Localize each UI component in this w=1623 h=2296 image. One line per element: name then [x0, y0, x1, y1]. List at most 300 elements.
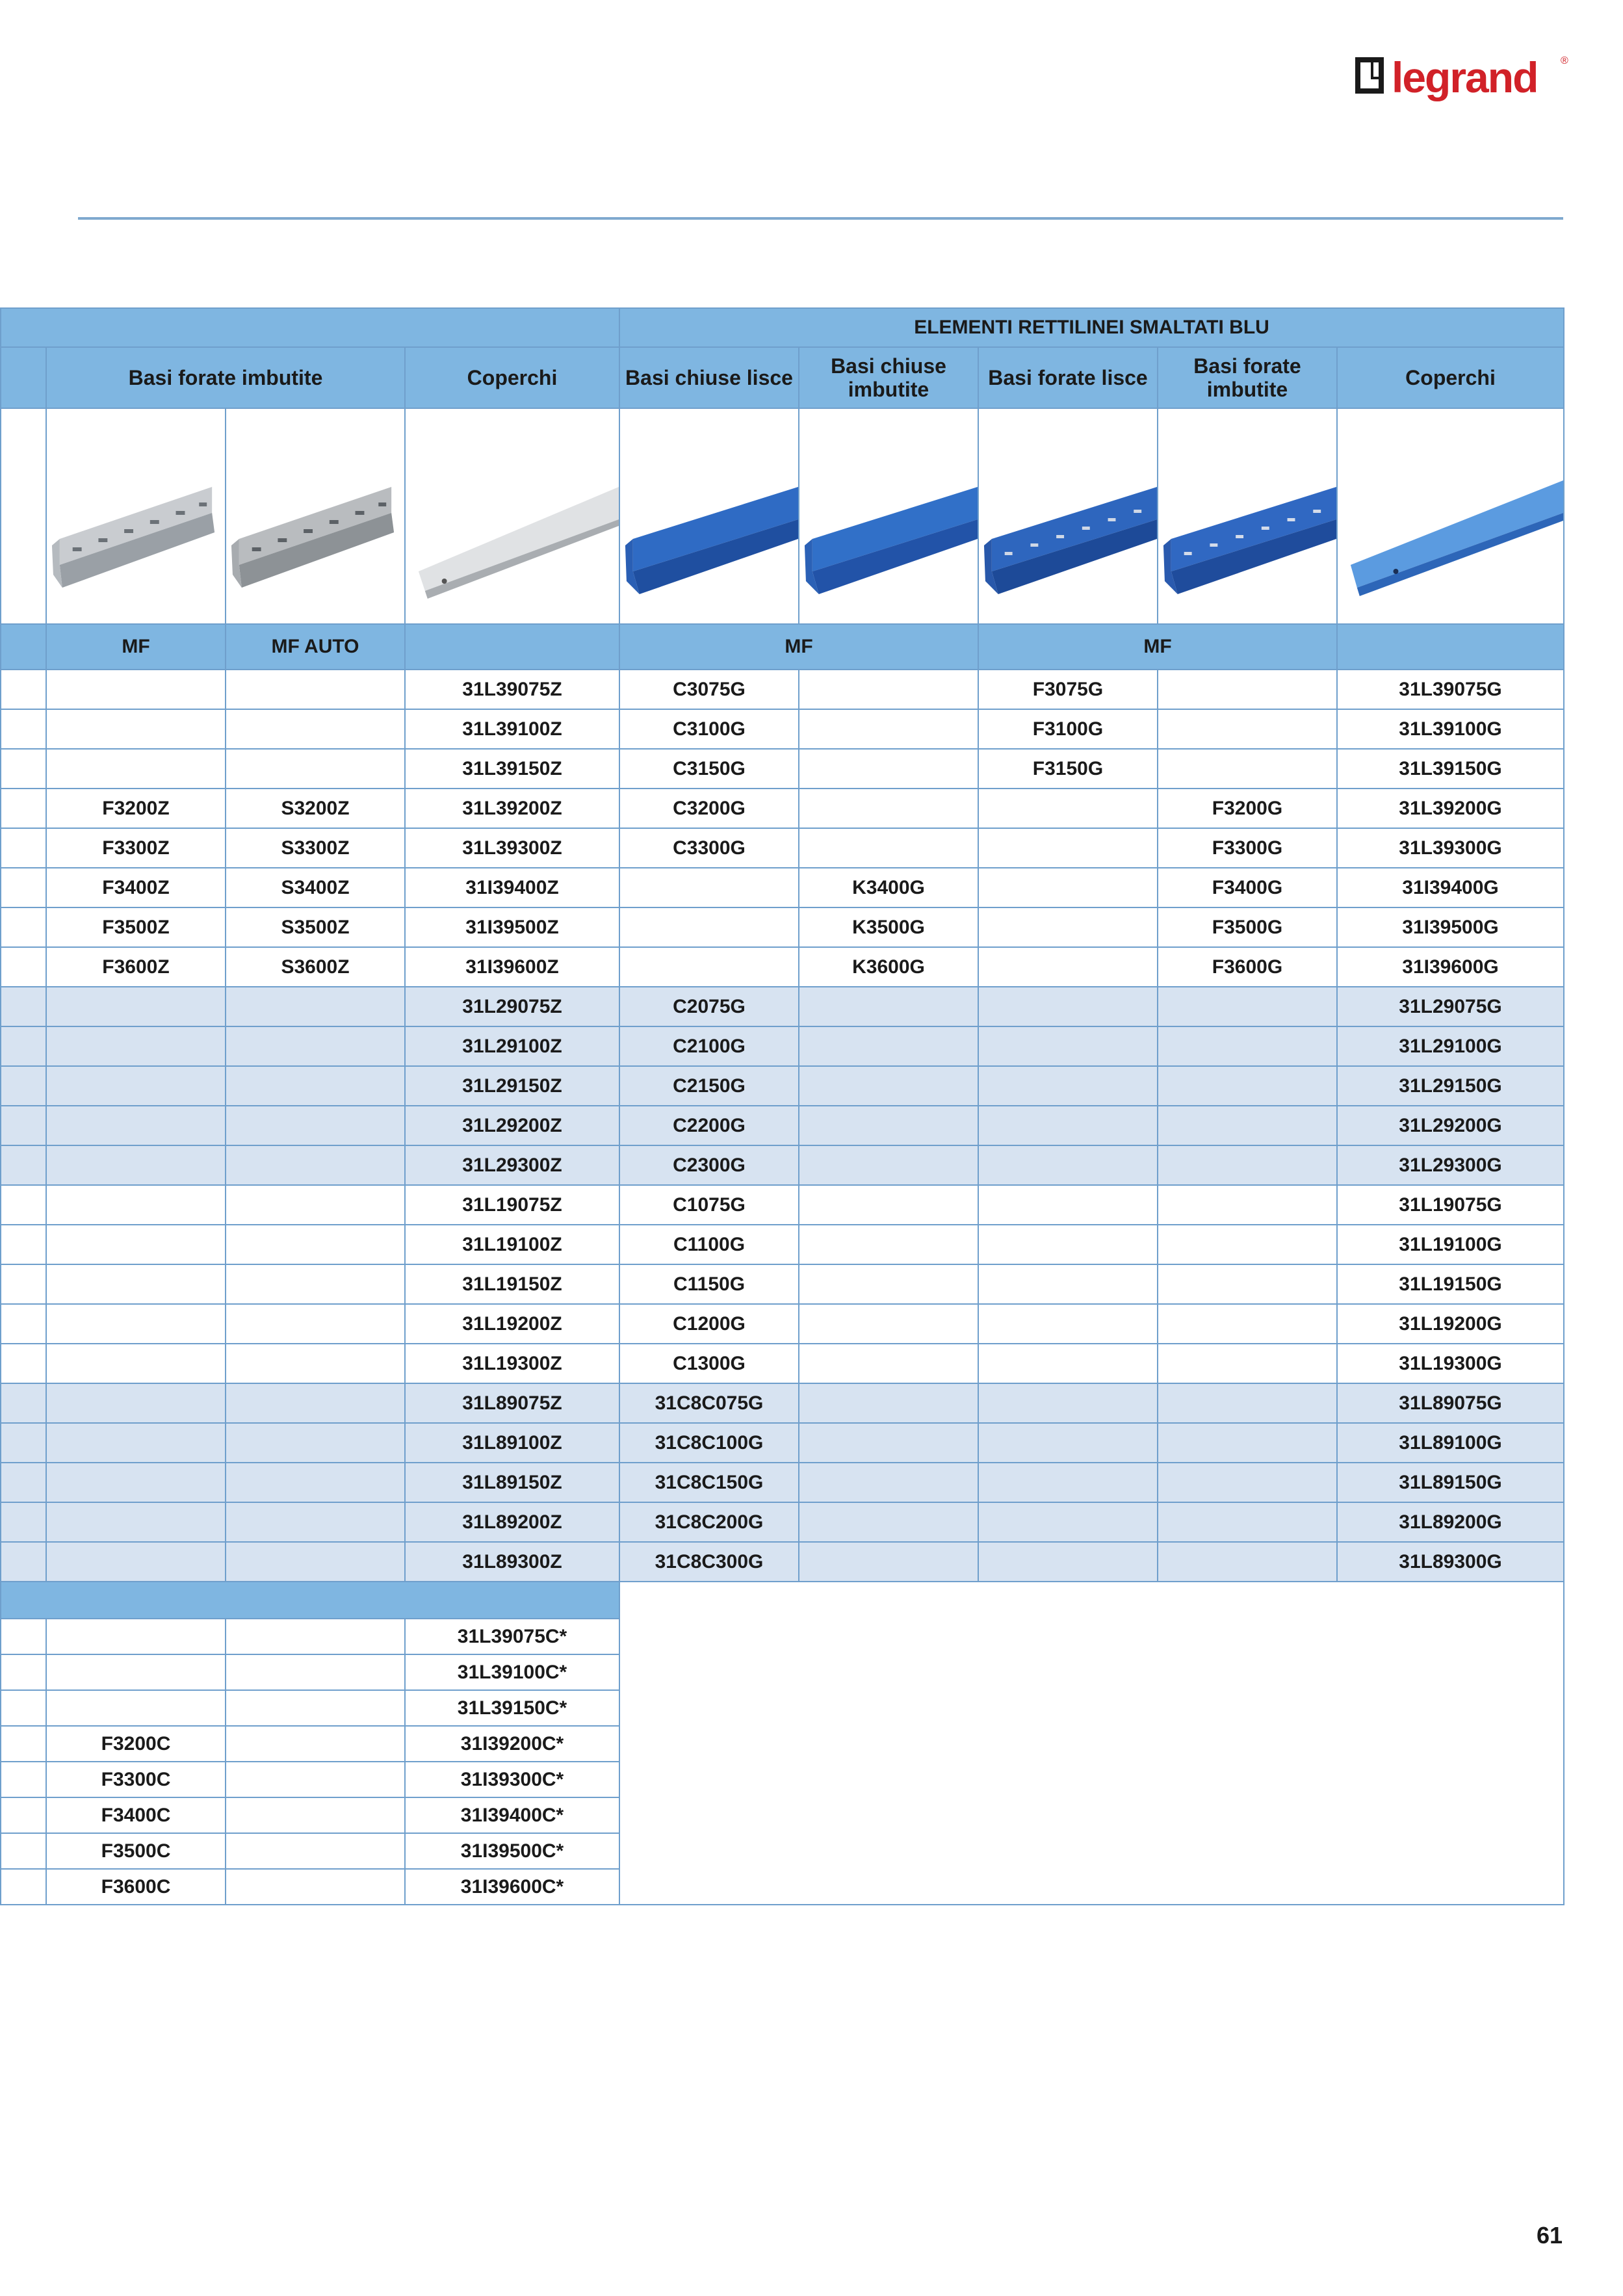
table-cell: F3200C [46, 1726, 226, 1762]
table-cell: 31L39100G [1337, 709, 1564, 749]
table-cell [799, 987, 978, 1026]
table-row [1, 1762, 1564, 1797]
table-cell [978, 1542, 1158, 1582]
table-cell: 31C8C300G [619, 1542, 799, 1582]
table-row [1, 868, 1564, 907]
header-stub [1, 347, 46, 408]
table-cell: K3600G [799, 947, 978, 987]
col-header-basi-chiuse-lisce: Basi chiuse lisce [619, 347, 799, 408]
table-row [1, 1797, 1564, 1833]
table-cell [799, 709, 978, 749]
table-cell [226, 1502, 405, 1542]
table-cell: 31L89075G [1337, 1383, 1564, 1423]
table-cell: 31L19100Z [405, 1225, 619, 1264]
empty-area [619, 1833, 1564, 1869]
table-cell [799, 789, 978, 828]
table-cell [1158, 1185, 1337, 1225]
col-header-basi-chiuse-imbutite: Basi chiuse imbutite [799, 347, 978, 408]
row-stub [1, 709, 46, 749]
finish-mf: MF [46, 624, 226, 670]
table-cell: 31L89150Z [405, 1463, 619, 1502]
table-cell [1158, 987, 1337, 1026]
table-cell [46, 1225, 226, 1264]
empty-area [619, 1762, 1564, 1797]
table-cell [619, 907, 799, 947]
table-row [1, 1185, 1564, 1225]
table-cell: K3500G [799, 907, 978, 947]
table-cell [46, 1463, 226, 1502]
table-cell [799, 1185, 978, 1225]
row-stub [1, 1542, 46, 1582]
empty-area [619, 1654, 1564, 1690]
table-cell: 31L39150C* [405, 1690, 619, 1726]
table-cell [226, 1106, 405, 1145]
table-cell [46, 749, 226, 789]
table-cell: 31L39100Z [405, 709, 619, 749]
table-cell [978, 1026, 1158, 1066]
table-cell: 31L39200G [1337, 789, 1564, 828]
finish-mf-blue-closed: MF [619, 624, 978, 670]
table-cell: 31C8C200G [619, 1502, 799, 1542]
section-divider-row [1, 1582, 1564, 1619]
table-cell: C3200G [619, 789, 799, 828]
table-cell: 31L29200G [1337, 1106, 1564, 1145]
table-cell [226, 1304, 405, 1344]
table-cell [799, 1344, 978, 1383]
table-cell [1158, 1066, 1337, 1106]
product-table [0, 307, 1565, 1905]
finish-empty-cover [1337, 624, 1564, 670]
table-cell: F3500G [1158, 907, 1337, 947]
table-cell: F3300C [46, 1762, 226, 1797]
table-cell [619, 947, 799, 987]
table-row [1, 709, 1564, 749]
finish-mf-auto: MF AUTO [226, 624, 405, 670]
table-cell: F3300G [1158, 828, 1337, 868]
table-cell: 31C8C075G [619, 1383, 799, 1423]
table-cell [1158, 1225, 1337, 1264]
row-stub [1, 1383, 46, 1423]
table-cell [46, 1619, 226, 1654]
table-cell [799, 749, 978, 789]
table-cell [46, 1344, 226, 1383]
row-stub [1, 1762, 46, 1797]
row-stub [1, 947, 46, 987]
row-stub [1, 828, 46, 868]
table-cell: C2300G [619, 1145, 799, 1185]
row-stub [1, 1264, 46, 1304]
table-cell [978, 1225, 1158, 1264]
table-cell [226, 670, 405, 709]
table-cell [226, 1833, 405, 1869]
table-cell [46, 1304, 226, 1344]
page-number: 61 [1536, 2222, 1563, 2249]
row-stub [1, 1185, 46, 1225]
table-cell [978, 868, 1158, 907]
table-cell: 31L29100G [1337, 1026, 1564, 1066]
table-cell: 31L89200G [1337, 1502, 1564, 1542]
table-cell: F3500Z [46, 907, 226, 947]
table-cell: F3200G [1158, 789, 1337, 828]
row-stub [1, 987, 46, 1026]
row-stub [1, 1797, 46, 1833]
table-cell [46, 1106, 226, 1145]
table-row [1, 1463, 1564, 1502]
image-blue-perforated-embossed [1158, 408, 1337, 624]
table-cell: 31L19300G [1337, 1344, 1564, 1383]
row-stub [1, 1654, 46, 1690]
table-row [1, 1344, 1564, 1383]
table-row [1, 828, 1564, 868]
table-cell: F3400G [1158, 868, 1337, 907]
table-cell [1158, 1145, 1337, 1185]
table-cell [46, 1654, 226, 1690]
table-cell: C1200G [619, 1304, 799, 1344]
table-cell: 31I39300C* [405, 1762, 619, 1797]
table-row [1, 789, 1564, 828]
table-cell: 31L89300Z [405, 1542, 619, 1582]
row-stub [1, 1869, 46, 1905]
row-stub [1, 1225, 46, 1264]
table-cell [978, 987, 1158, 1026]
table-row [1, 1423, 1564, 1463]
table-cell [226, 1690, 405, 1726]
table-cell [226, 1726, 405, 1762]
table-cell [978, 1185, 1158, 1225]
table-cell: 31L29300Z [405, 1145, 619, 1185]
table-cell: 31L39150Z [405, 749, 619, 789]
table-cell: 31C8C100G [619, 1423, 799, 1463]
table-cell [978, 1264, 1158, 1304]
table-row [1, 1619, 1564, 1654]
table-cell: F3400C [46, 1797, 226, 1833]
table-cell: F3500C [46, 1833, 226, 1869]
table-cell: F3300Z [46, 828, 226, 868]
table-cell [46, 1264, 226, 1304]
row-stub [1, 670, 46, 709]
table-cell: S3400Z [226, 868, 405, 907]
table-cell: 31I39400G [1337, 868, 1564, 907]
table-cell: 31I39500C* [405, 1833, 619, 1869]
table-cell: 31L39200Z [405, 789, 619, 828]
row-stub [1, 1304, 46, 1344]
col-header-basi-forate-lisce: Basi forate lisce [978, 347, 1158, 408]
table-cell: F3150G [978, 749, 1158, 789]
table-cell: C2150G [619, 1066, 799, 1106]
table-cell: 31L39100C* [405, 1654, 619, 1690]
table-cell: C1300G [619, 1344, 799, 1383]
table-cell: 31I39600Z [405, 947, 619, 987]
table-cell: S3600Z [226, 947, 405, 987]
table-cell [799, 1423, 978, 1463]
table-row [1, 987, 1564, 1026]
table-cell: 31L89200Z [405, 1502, 619, 1542]
table-cell: 31L19150Z [405, 1264, 619, 1304]
table-cell: 31L19150G [1337, 1264, 1564, 1304]
column-header-row [1, 347, 1564, 408]
table-cell: C3150G [619, 749, 799, 789]
finish-stub [1, 624, 46, 670]
table-cell [226, 1145, 405, 1185]
row-stub [1, 1833, 46, 1869]
table-cell: 31L39300Z [405, 828, 619, 868]
image-tray-mf [46, 408, 226, 624]
table-cell: 31L19300Z [405, 1344, 619, 1383]
empty-area [619, 1619, 1564, 1654]
table-cell [226, 709, 405, 749]
table-cell: 31L19200Z [405, 1304, 619, 1344]
table-cell [978, 1145, 1158, 1185]
table-cell: F3200Z [46, 789, 226, 828]
table-cell [1158, 1383, 1337, 1423]
row-stub [1, 1026, 46, 1066]
table-cell [226, 1762, 405, 1797]
section-divider [1, 1582, 619, 1619]
table-cell: 31L29150G [1337, 1066, 1564, 1106]
table-cell: C3300G [619, 828, 799, 868]
table-cell [1158, 1423, 1337, 1463]
empty-area [619, 1869, 1564, 1905]
col-header-basi-forate-imbutite: Basi forate imbutite [46, 347, 405, 408]
table-cell: 31L29075G [1337, 987, 1564, 1026]
row-stub [1, 749, 46, 789]
table-cell: C1150G [619, 1264, 799, 1304]
table-cell [226, 1619, 405, 1654]
table-cell [226, 1066, 405, 1106]
image-tray-mf-auto [226, 408, 405, 624]
table-cell [1158, 1304, 1337, 1344]
table-cell: 31I39400Z [405, 868, 619, 907]
table-cell [799, 1264, 978, 1304]
table-cell: C2200G [619, 1106, 799, 1145]
col-header-basi-forate-imbutite-blu: Basi forate imbutite [1158, 347, 1337, 408]
finish-mf-blue-perforated: MF [978, 624, 1337, 670]
table-cell: 31I39400C* [405, 1797, 619, 1833]
table-cell [1158, 1264, 1337, 1304]
table-cell [226, 987, 405, 1026]
table-cell [46, 1502, 226, 1542]
table-cell: F3100G [978, 709, 1158, 749]
image-cover-grey [405, 408, 619, 624]
table-cell [1158, 709, 1337, 749]
image-blue-closed-embossed [799, 408, 978, 624]
table-cell [978, 1463, 1158, 1502]
table-cell: 31I39600C* [405, 1869, 619, 1905]
table-cell [226, 1225, 405, 1264]
empty-area [619, 1726, 1564, 1762]
header-rule [78, 217, 1563, 220]
table-cell: C2075G [619, 987, 799, 1026]
table-cell: 31L39300G [1337, 828, 1564, 868]
row-stub [1, 1344, 46, 1383]
table-cell [1158, 670, 1337, 709]
table-cell [1158, 749, 1337, 789]
table-cell [799, 1304, 978, 1344]
header-cell-left [1, 308, 619, 347]
table-cell: 31L89100Z [405, 1423, 619, 1463]
table-row [1, 907, 1564, 947]
table-cell: 31L29075Z [405, 987, 619, 1026]
table-row [1, 670, 1564, 709]
table-cell: F3600Z [46, 947, 226, 987]
table-cell [46, 670, 226, 709]
table-cell: 31L29300G [1337, 1145, 1564, 1185]
table-cell: 31I39500G [1337, 907, 1564, 947]
table-cell [978, 789, 1158, 828]
table-cell [799, 1463, 978, 1502]
table-cell: F3600C [46, 1869, 226, 1905]
table-cell [226, 1463, 405, 1502]
table-cell [978, 907, 1158, 947]
table-row [1, 1869, 1564, 1905]
finish-empty [405, 624, 619, 670]
table-cell [978, 1106, 1158, 1145]
table-cell [1158, 1026, 1337, 1066]
table-cell: C3100G [619, 709, 799, 749]
image-cover-blue [1337, 408, 1564, 624]
table-cell: 31L19075Z [405, 1185, 619, 1225]
table-cell: 31L19100G [1337, 1225, 1564, 1264]
col-header-coperchi: Coperchi [405, 347, 619, 408]
table-cell: 31L19200G [1337, 1304, 1564, 1344]
table-cell: F3075G [978, 670, 1158, 709]
table-row [1, 1654, 1564, 1690]
row-stub [1, 1502, 46, 1542]
table-cell [799, 1542, 978, 1582]
table-row [1, 1066, 1564, 1106]
col-header-coperchi-blu: Coperchi [1337, 347, 1564, 408]
table-cell [46, 1383, 226, 1423]
table-cell: 31I39200C* [405, 1726, 619, 1762]
table-cell [978, 1502, 1158, 1542]
table-row [1, 1145, 1564, 1185]
table-cell: 31L39075G [1337, 670, 1564, 709]
table-cell [978, 1344, 1158, 1383]
table-row [1, 1106, 1564, 1145]
table-cell [978, 1304, 1158, 1344]
table-cell [226, 1264, 405, 1304]
table-cell: 31L39075Z [405, 670, 619, 709]
table-cell [799, 1502, 978, 1542]
table-cell: 31L89100G [1337, 1423, 1564, 1463]
table-cell [46, 1690, 226, 1726]
row-stub [1, 1690, 46, 1726]
table-cell [46, 1145, 226, 1185]
table-cell [226, 1654, 405, 1690]
table-cell [799, 1145, 978, 1185]
table-cell: 31L89300G [1337, 1542, 1564, 1582]
table-cell [226, 1383, 405, 1423]
row-stub [1, 1145, 46, 1185]
table-row [1, 1502, 1564, 1542]
table-row [1, 1726, 1564, 1762]
product-image-row [1, 408, 1564, 624]
table-cell: C2100G [619, 1026, 799, 1066]
row-stub [1, 789, 46, 828]
table-cell [1158, 1502, 1337, 1542]
image-blue-closed-smooth [619, 408, 799, 624]
table-row [1, 1383, 1564, 1423]
table-cell: 31L39150G [1337, 749, 1564, 789]
row-stub [1, 1066, 46, 1106]
table-cell: F3400Z [46, 868, 226, 907]
table-cell: 31L29150Z [405, 1066, 619, 1106]
table-cell [1158, 1542, 1337, 1582]
table-row [1, 1225, 1564, 1264]
table-cell [226, 1185, 405, 1225]
table-cell [46, 1542, 226, 1582]
table-row [1, 1026, 1564, 1066]
table-cell [46, 1423, 226, 1463]
table-cell [226, 1423, 405, 1463]
row-stub [1, 1463, 46, 1502]
table-cell: C1100G [619, 1225, 799, 1264]
table-row [1, 1542, 1564, 1582]
table-cell: 31L19075G [1337, 1185, 1564, 1225]
row-stub [1, 1423, 46, 1463]
image-stub [1, 408, 46, 624]
table-cell [978, 1423, 1158, 1463]
table-cell: 31I39500Z [405, 907, 619, 947]
table-cell: C3075G [619, 670, 799, 709]
table-cell: 31L29200Z [405, 1106, 619, 1145]
table-cell [46, 1026, 226, 1066]
table-cell: 31L29100Z [405, 1026, 619, 1066]
table-cell [799, 1066, 978, 1106]
table-cell: F3600G [1158, 947, 1337, 987]
row-stub [1, 1106, 46, 1145]
table-cell [978, 947, 1158, 987]
table-cell [46, 1066, 226, 1106]
table-cell [1158, 1463, 1337, 1502]
table-cell [1158, 1106, 1337, 1145]
table-cell: 31L39075C* [405, 1619, 619, 1654]
table-cell [799, 1383, 978, 1423]
table-cell [226, 749, 405, 789]
image-blue-perforated-smooth [978, 408, 1158, 624]
row-stub [1, 1619, 46, 1654]
table-row [1, 1833, 1564, 1869]
row-stub [1, 907, 46, 947]
table-cell: S3200Z [226, 789, 405, 828]
group-title: ELEMENTI RETTILINEI SMALTATI BLU [619, 308, 1564, 347]
table-cell [1158, 1344, 1337, 1383]
group-header-row [1, 308, 1564, 347]
table-cell: S3500Z [226, 907, 405, 947]
table-cell [978, 828, 1158, 868]
table-cell [799, 1026, 978, 1066]
table-row [1, 1690, 1564, 1726]
table-cell [226, 1344, 405, 1383]
table-cell [619, 868, 799, 907]
table-cell: 31L89150G [1337, 1463, 1564, 1502]
table-cell: 31I39600G [1337, 947, 1564, 987]
row-stub [1, 868, 46, 907]
table-cell [799, 1106, 978, 1145]
table-cell: S3300Z [226, 828, 405, 868]
table-cell [978, 1066, 1158, 1106]
table-cell [799, 1225, 978, 1264]
table-cell: 31C8C150G [619, 1463, 799, 1502]
row-stub [1, 1726, 46, 1762]
table-cell [226, 1026, 405, 1066]
finish-row [1, 624, 1564, 670]
table-row [1, 947, 1564, 987]
table-cell [799, 670, 978, 709]
table-row [1, 1304, 1564, 1344]
table-cell [46, 709, 226, 749]
table-cell [226, 1869, 405, 1905]
